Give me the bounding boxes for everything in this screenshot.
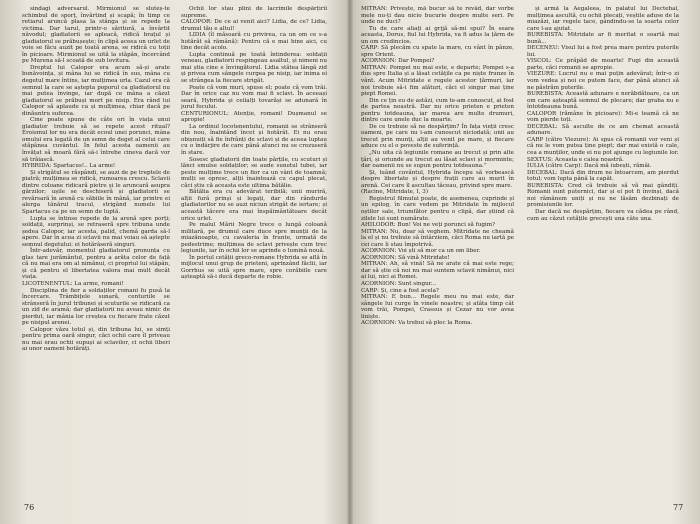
speaker-line: BUREBISTA: Cred că trebuie să vă mai gândiți. Romanii sunt puternici, dar și ei pot fi învinși, dacă noi rămânem uniți și nu ne lăsăm dezbinați de promisiunile lor. [527, 182, 679, 209]
speaker-line: CARP (către Viezure): Ai spus că romanii vor veni și că nu le vom putea ține piept; dar mai există o cale, cea a munților, unde ei nu pot ajunge cu legiunile lor. [527, 136, 679, 157]
speaker-line: ACORNION: Va trebui să plec la Roma. [361, 320, 473, 327]
speaker-line: VIEZURE: Lucrul nu e mai puțin adevărat; într-o zi vom vedea și noi ce putem face, dar până atunci să ne păstrăm puterile. [527, 71, 679, 91]
speaker-line: MITRAN: Ah, să vină! Să ne arate că mai este rege; dar să știe că noi nu mai suntem sclavii nimănui, nici ai lui, nici ai Romei. [361, 261, 514, 281]
speaker-line: ACORNION: Voi ști să mor ca un om liber. [361, 248, 481, 255]
speaker-line: MITRAN: Nu, doar să veghem. Mitridate ne cheamă la el și nu trebuie să întârziem, căci Roma nu iartă pe cei care îi stau împotrivă. [361, 228, 514, 248]
right-column-1 [361, 6, 514, 498]
paragraph: Cine poate spune de câte ori în viața unui gladiator trebuie să se repete acest ritual? Eroismul lor nu era decât ecoul unei porunci, mâna omului era legată de un semn de deget al celui care stăpânea cuvântul. În felul acesta oamenii au învățat să moară fără să-i întrebe cineva dacă vor să trăiască. [22, 117, 170, 163]
right-page [351, 0, 700, 524]
paragraph: și armă la Aegaleea, în palatul lui Dectebal, mulțimea ascultă, cu ochii plecați, veștile aduse de la miazăzi, iar regele tace, gândindu-se la soarta celor care l-au ajutat. [527, 6, 679, 32]
speaker-line: DECEBAL: Dacă din drum ne întoarcem, am pierdut totul; vom lupta până la capăt. [527, 169, 679, 183]
paragraph: Lupta se întinse repede de la arenă spre porți; soldații, surprinși, se retraseră spre tribuna unde ședea Calopor, iar acesta, palid, chemă garda să-l apere. Dar în acea zi sclavii nu mai voiau să aștepte semnul degetului: ei hotărâseră singuri. [22, 215, 170, 248]
paragraph: „Nu uita că legiunile romane au trecut și prin alte țări, și oriunde au trecut au lăsat sclavi și morminte; dar oamenii nu se supun pentru totdeauna.” [361, 150, 514, 170]
paragraph: Disciplina de fier a soldaților romani fu pusă la încercare. Trâmbițele sunară, centuriile se strânseră în jurul tribunei și scuturile se ridicară ca un zid de aramă; dar gladiatorii nu aveau nimic de pierdut, iar mânia lor creștea cu fiecare frate căzut pe nisipul arenei. [22, 287, 170, 327]
paragraph: De ce trebuie să ne despărțim? În fața vieții cresc oameni, pe care nu i-am cunoscut niciodată; unii au trecut prin munți, alții au venit pe mare, și fiecare aduce cu el o poveste de suferință. [361, 123, 514, 150]
speaker-line: MITRAN: Pompei nu mai este, e departe; Pompei s-a dus spre Italia și a lăsat cetățile ca pe niște frunze în vânt. Acum Mitridate e regele acestor țărmuri, iar noi trebuie să-i fim alături, căci el singur mai ține piept Romei. [361, 64, 514, 98]
paragraph: Într-adevăr, momentul gladiatorul pronunța cu glas tare jurământul, pentru a arăta celor de față că nu mai era om al nimănui, ci propriul lui stăpân, și că pentru el libertatea valora mai mult decât viața. [22, 248, 170, 281]
left-page [0, 0, 349, 524]
paragraph: Pe malul Mării Negre trece o lungă coloană militară, pe drumul care duce spre munții de la miazănoapte, cu cavaleria în frunte, urmată de pedestrime; mulțimea de sclavi privește cum trec legiunile, iar în ochii lor se aprinde o lumină nouă. [181, 222, 327, 255]
speaker-line: ACORNION: Să vină Mitridate! [361, 254, 450, 261]
paragraph: Dar dacă ne despărțim, fiecare va cădea pe rând, cum au căzut cetățile grecești una câte una. [527, 208, 679, 222]
left-column-1 [22, 6, 170, 498]
left-column-2 [181, 6, 327, 498]
speaker-line: BUREBISTA: Această adunare e nerăbdătoare, ca un om care așteaptă semnul de plecare; dar graba nu e întotdeauna bună. [527, 91, 679, 111]
paragraph: Din ce țin eu de astăzi, cum te-am cunoscut, ai fost de partea noastră. Dar nu orice prieten e prieten pentru totdeauna, iar marea are multe drumuri, dintre care unele duc la moarte. [361, 97, 514, 124]
speaker-line: CENTURIONUL: Atenție, romani! Dușmanul se apropie! [181, 110, 327, 124]
paragraph: Ochii lor stau plini de lacrimile despărțirii supreme. [181, 6, 327, 19]
speaker-line: CARP: Și, cine a fost acela? [361, 287, 439, 294]
paragraph: LIDIA (îl măsoară cu privirea, ca un om ce s-a hotărât să rămână): Pentru că e mai bine aici, cu tine decât acolo. [181, 32, 327, 52]
paragraph: sindagi adversarul. Mirmionul se sluteș-te schimbul de sporț, învârtind și scapă; în timp ce retiarul aruncă plasa la stânga și se repede la victima. Dar tarul, printr-o săritură, a învârtit năvodul; gladiatorii se apleacă, ridică brațul și gladiatorul se prăbușește; în clipă aceea un urlet de voie se făcu auzit pe toată arena, se ridică cu toții în picioare. Mirmionul se uită la stăpân, încercând pe Murena să-l scoată de sub lovitura. [22, 6, 170, 65]
paragraph: Tu de care aliați ai grijă să-mi spui? În seara aceasta, Dorus, fiul lui Hybrida, va fi adus la țărm de un om credincios. [361, 25, 514, 45]
speaker-line: SEXTUS: Aceasta e calea noastră. [527, 156, 624, 163]
paragraph: Calopor văzu totul și, din tribuna lui, se simți pentru prima oară singur, căci ochii care îl priveau nu mai erau ochii supuși ai sclavilor, ci ochii liberi ai unor oameni hotărâți. [22, 326, 170, 353]
paragraph: Dreptul lui Calopor era acum să-și arate bunăvoința, și mâna lui se ridică în sus, mâna cu degetul mare întins, iar mulțimea urla. Cazul era că semnul la care se aștepta poporul ca gladiatorul nu mai putea învinge, iar după ce mâna a căzut gladiatorul se prăbuși mort pe nisip. Era rând lui Calopor să aplaude ca și mulțimea, chiar dacă pe dinăuntru suferea. [22, 64, 170, 117]
paragraph: La ordinul locotenentului, romanii se strânseră din nou, înaintând încet și hotărât. Ei nu erau obișnuiți să fie înfrânți de sclavi și de aceea luptau cu o îndârjire de care până atunci nu se crezuseră în stare. [181, 123, 327, 157]
speaker-line: CARP: Să plecăm cu spate la mare, cu vânt în pânze, spre Orient. [361, 45, 514, 58]
speaker-line: DECEBAL: Să asculte de ce am chemat această adunare. [527, 123, 679, 137]
speaker-line: (Racine, Mitridate, I, 3) [361, 189, 429, 196]
speaker-line: DECENEU: Visul lui a fost prea mare pentru puterile lui. [527, 45, 679, 58]
speaker-line: BUREBISTA: Mitridate ar fi meritat o soartă mai bună... [527, 32, 679, 45]
speaker-line: VISCOL: Ce prăpăd de moarte! Fugi din această parte, căci romanii se apropie. [527, 58, 679, 71]
paragraph: Registrul filmului poate, de asemenea, cuprinde și un epilog, în care vedem pe Mitridate în mijlocul oștilor sale, triumfător pentru o clipă, dar știind că zilele lui sunt numărate. [361, 195, 514, 222]
speaker-line: ACORNION: Dar Pompei? [361, 58, 435, 65]
paragraph: Sosesc gladiatorii din toate părțile, cu scuturi și lănci smulse soldaților; se aude sunetul tubei, iar peste mulțime trece un fior ca un vânt de toamnă; mulți se opresc, alții înaintează cu capul plecat, căci știu că aceasta este ultima bătălie. [181, 156, 327, 189]
speaker-line: HYBRIDA: Spartacus!.. La arme! [22, 163, 116, 170]
page-number-right: 77 [673, 503, 684, 512]
speaker-line: LICOTENENTUL: La arme, romani! [22, 280, 124, 287]
speaker-line: ACORNION: Sunt singur... [361, 280, 437, 287]
paragraph: Poate că vom muri, spuse el; poate că vom trăi. Dar în orice caz nu vom mai fi sclavi. În aceeași seară, Hybrida și ceilalți tovarăși se adunară în jurul focului. [181, 84, 327, 111]
paragraph: Lupta continuă pe toată întinderea: soldații veneau, gladiatorii respingeau asaltul, și nimeni nu mai știa cine e învingătorul. Lidia stătea lângă zid și privea cum sângele curgea pe nisip, iar inima ei se strângea la fiecare strigăt. [181, 51, 327, 85]
speaker-line: MITRAN: Privește, mă bucur să te revăd, dar vorbe mele nu-ți dau nicio bucurie despre multe seri. Pe unde ne duci? [361, 6, 514, 26]
paragraph: Și strigătul se răspândi, se auzi de pe treptele de piatră; mulțimea se ridică, rumoarea crescu. Sclavii dintre coloane ridicară pietre și le aruncară asupra gărzilor; ușile se deschiseră și gladiatorii se revărsară în arenă cu săbiile în mână, iar printre ei alerga tânărul tracul, strigând numele lui Spartacus ca pe un semn de luptă. [22, 169, 170, 215]
speaker-line: MITRAN: E bun... Regele meu nu mai este, dar sângele lui curge în vinele noastre; și atâta timp cât vom trăi, Pompei, Crassus și Cezar nu vor avea liniște. [361, 294, 514, 320]
page-number-left: 76 [24, 503, 35, 512]
paragraph: În portul cetății greco-romane Hybrida se află în mijlocul unui grup de prieteni, aprinzând făclii, iar Gorrhus se uită spre mare, spre corăbiile care așteaptă să-i ducă departe de robie. [181, 254, 327, 281]
speaker-line: CALOPOR (rămâne în picioare): Mi-e teamă că ne vom pierde toți. [527, 110, 679, 124]
paragraph: Și, luând cuvântul, Hybrida începu să vorbească despre libertate și despre frații care au murit în arenă. Cei care îl ascultau tăceau, privind spre mare. [361, 169, 514, 189]
speaker-line: CALOPOR: De ce ai venit aici? Lidia, de ce? Lidia, drumul tău e altul! [181, 19, 327, 32]
paragraph: Bătălia era cu adevărat teribilă; unii muriră, alții fură prinși și legați, dar din rândurile gladiatorilor nu se auzi niciun strigăt de iertare; și această tăcere era mai înspăimântătoare decât orice urlet. [181, 189, 327, 222]
right-column-2 [527, 6, 679, 498]
speaker-line: AHILODOR: Bun! Voi ne veți porunci să fugim? [361, 222, 496, 229]
speaker-line: IULIA (către Carp): Dacă mă iubești, rămâi. [527, 163, 652, 170]
